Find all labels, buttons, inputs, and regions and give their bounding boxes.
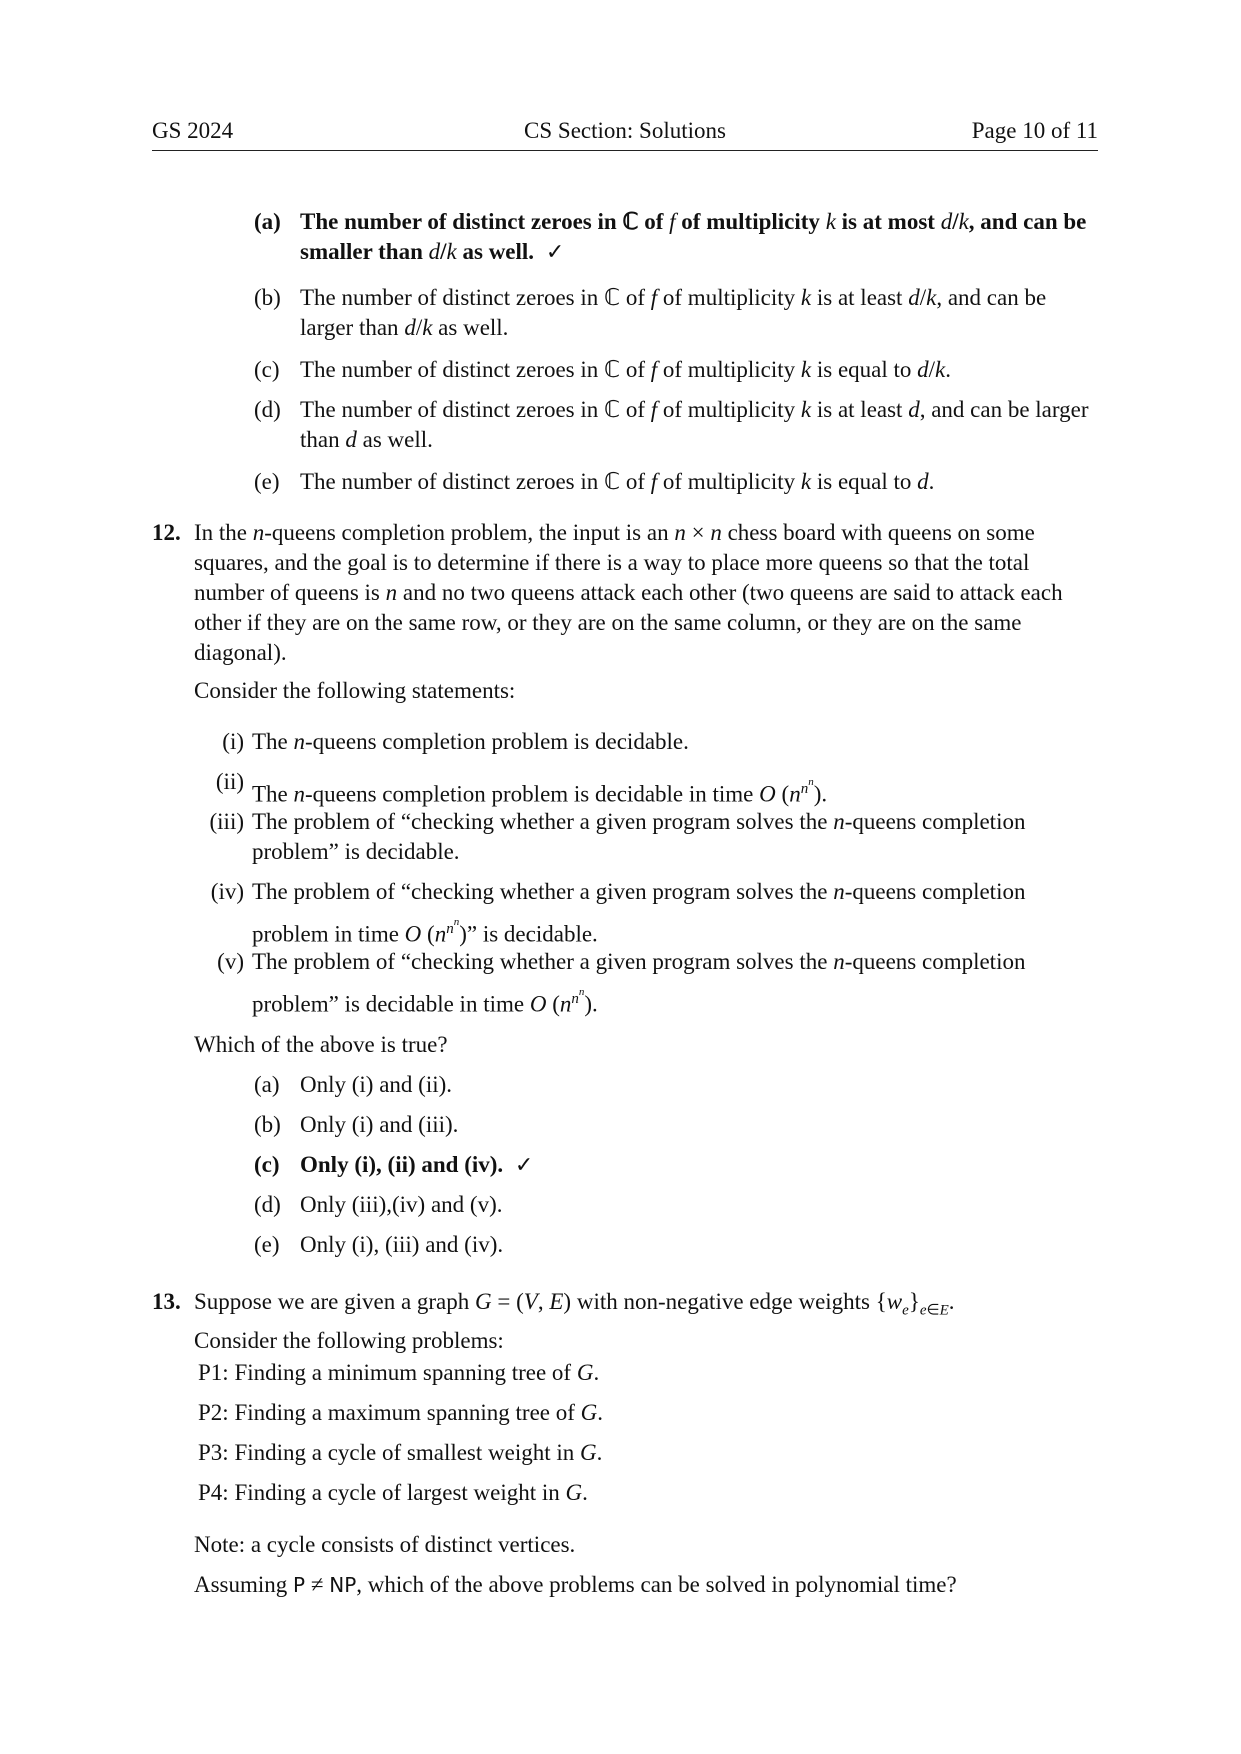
q12-statement-ii: (ii) The n-queens completion problem is decidable in time O $(n^{n^n})$. [196,767,1096,810]
q12-statement-v-label: (v) [217,949,244,974]
q11-correct-check: ✓ [545,240,565,265]
header-title: CS Section: Solutions [524,118,726,143]
q12-question: 12. In the n-queens completion problem, the input is an n × n chess board with queens on some squares, and the goal is to determine if there is a way to place more queens so that the total number of queens is n and no two queens attack each other (two queens are said to attack each other if they are on the same row, or they are on the same column, or they are on the same diagonal). [152,520,1063,665]
q13-problem-p4: P4: Finding a cycle of largest weight in G. [198,1480,588,1505]
q12-which: Which of the above is true? [194,1032,448,1057]
header-rule [152,150,1098,151]
q13-problem-p2-label: P2: [198,1400,229,1425]
page-header [152,118,1098,152]
q13-note: Note: a cycle consists of distinct vertices. [194,1532,576,1557]
q12-statement-iv-label: (iv) [210,879,244,904]
q12-correct-check: ✓ [514,1153,534,1178]
q12-option-b [254,1110,1100,1140]
q11-option-c: (c) The number of distinct zeroes in ℂ of f of multiplicity k is equal to d/k. [254,355,1100,385]
q11-option-d-label: (d) [254,397,281,422]
q11-option-c-label: (c) [254,357,280,382]
q12-statement-i: (i) The n-queens completion problem is decidable. [196,727,1096,757]
q13-consider: Consider the following problems: [194,1327,504,1353]
q11-option-b: (b) The number of distinct zeroes in ℂ of f of multiplicity k is at least d/k, and can be larger than d/k as well. [254,285,1047,340]
q13-question: 13. Suppose we are given a graph G = (V, E) with non-negative edge weights $\{w_e\}_{e\in E}$. Consider the following problems: [152,1289,955,1353]
q12-statement-ii-label: (ii) [215,769,244,794]
q12-option-b-label: (b) [254,1112,281,1137]
q13-problem-p1-label: P1: [198,1360,229,1385]
q12-statement-iii: (iii) The problem of “checking whether a given program solves the n-queens completion problem” is decidable. [196,807,1096,867]
q12-option-b-text: Only (i) and (iii). [300,1112,459,1137]
q12-statement-i-label: (i) [222,729,244,754]
q13-problem-p2: P2: Finding a maximum spanning tree of G. [198,1400,604,1425]
q11-option-e-label: (e) [254,469,280,494]
q12-option-d [254,1190,1100,1220]
q12-option-d-text: Only (iii),(iv) and (v). [300,1192,503,1217]
q13-problem-p1: P1: Finding a minimum spanning tree of G. [198,1360,600,1385]
q13-problem-p3-label: P3: [198,1440,229,1465]
q12-option-a [254,1070,1100,1100]
q13-problem-p1-text: Finding a minimum spanning tree of [234,1360,572,1385]
q12-option-c-text: Only (i), (ii) and (iv). [300,1152,504,1177]
q12-option-a-text: Only (i) and (ii). [300,1072,453,1097]
q13-prompt: Assuming P ≠ NP, which of the above problems can be solved in polynomial time? [194,1572,957,1597]
q13-problem-p3-text: Finding a cycle of smallest weight in [234,1440,575,1465]
q13-problem-p4-text: Finding a cycle of largest weight in [234,1480,560,1505]
q12-option-a-label: (a) [254,1072,280,1097]
q13-problem-p3: P3: Finding a cycle of smallest weight in G. [198,1440,603,1465]
header-page-number: Page 10 of 11 [971,118,1098,143]
q12-option-c [254,1150,1100,1181]
q12-consider: Consider the following statements: [194,678,516,703]
q11-option-a: (a) The number of distinct zeroes in ℂ of f of multiplicity k is at most d/k, and can be smaller than d/k as well. ✓ [254,209,1087,265]
q12-option-d-label: (d) [254,1192,281,1217]
q11-option-e: (e) The number of distinct zeroes in ℂ of f of multiplicity k is equal to d. [254,467,1100,497]
q11-option-d: (d) The number of distinct zeroes in ℂ of f of multiplicity k is at least d, and can be larger than d as well. [254,397,1089,452]
q13-number: 13. [152,1289,181,1314]
q12-option-e [254,1230,1100,1260]
q13-problem-p2-text: Finding a maximum spanning tree of [234,1400,575,1425]
q13-problem-p4-label: P4: [198,1480,229,1505]
q12-statement-iv: (iv) The problem of “checking whether a given program solves the n-queens completion problem in time O $(n^{n^n})$” is decidable. [196,877,1096,950]
q12-option-e-text: Only (i), (iii) and (iv). [300,1232,504,1257]
q12-option-e-label: (e) [254,1232,280,1257]
header-left: GS 2024 [152,118,234,143]
q12-statement-v: (v) The problem of “checking whether a given program solves the n-queens completion problem” is decidable in time O $(n^{n^n})$. [196,947,1096,1020]
q12-number: 12. [152,520,181,545]
q11-option-b-label: (b) [254,285,281,310]
q11-option-a-label: (a) [254,209,281,234]
q12-option-c-label: (c) [254,1152,280,1177]
q12-statement-iii-label: (iii) [209,809,244,834]
